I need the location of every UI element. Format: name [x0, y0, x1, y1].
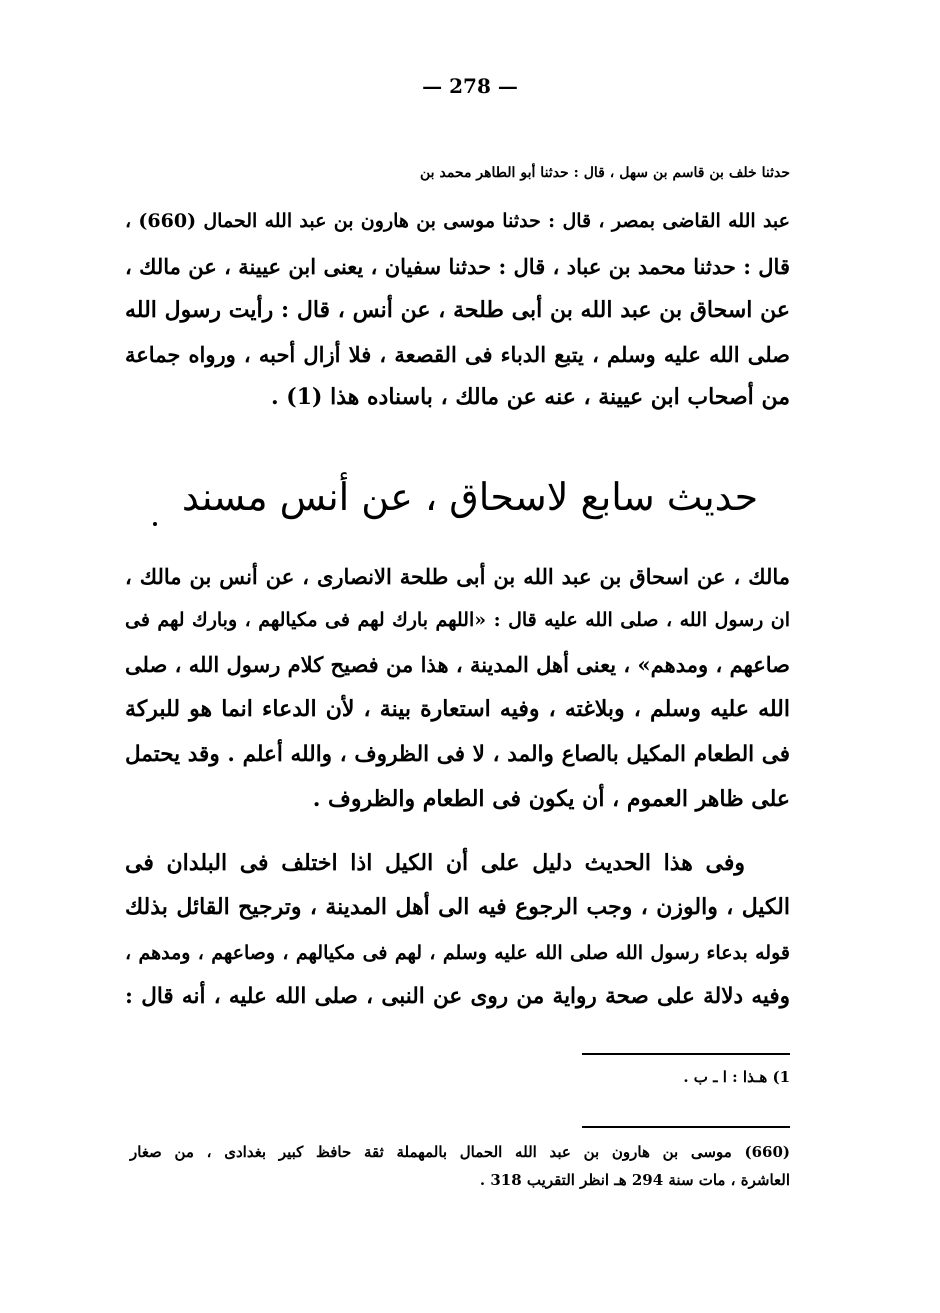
footnote-line: العاشرة ، مات سنة 294 هـ انظر التقريب 318 . — [479, 1171, 790, 1189]
print-speck — [153, 522, 157, 526]
footnote-variant: 1) هـذا : ا ـ ب . — [683, 1068, 790, 1086]
text-line: من أصحاب ابن عيينة ، عنه عن مالك ، باسناده هذا (1) . — [270, 384, 790, 410]
text-line: وفى هذا الحديث دليل على أن الكيل اذا اختلف فى البلدان فى — [125, 850, 745, 876]
section-heading: حديث سابع لاسحاق ، عن أنس مسند — [181, 475, 759, 519]
text-line: وفيه دلالة على صحة رواية من روى عن النبى ، صلى الله عليه ، أنه قال : — [125, 984, 790, 1009]
text-line: على ظاهر العموم ، أن يكون فى الطعام والظروف . — [312, 786, 790, 812]
text-line: فى الطعام المكيل بالصاع والمد ، لا فى الظروف ، والله أعلم . وقد يحتمل — [125, 742, 790, 767]
text-line: ان رسول الله ، صلى الله عليه قال : «اللهم بارك لهم فى مكيالهم ، وبارك لهم فى — [125, 609, 790, 631]
text-line: حدثنا خلف بن قاسم بن سهل ، قال : حدثنا أبو الطاهر محمد بن — [420, 165, 790, 181]
footnote-rule-2 — [582, 1126, 790, 1128]
text-line: عن اسحاق بن عبد الله بن أبى طلحة ، عن أنس ، قال : رأيت رسول الله — [125, 297, 790, 323]
text-line: الله عليه وسلم ، وبلاغته ، وفيه استعارة بينة ، لأن الدعاء انما هو للبركة — [125, 696, 790, 722]
footnote-rule — [582, 1053, 790, 1055]
text-line: الكيل ، والوزن ، وجب الرجوع فيه الى أهل المدينة ، وترجيح القائل بذلك — [125, 894, 790, 920]
text-line: صاعهم ، ومدهم» ، يعنى أهل المدينة ، هذا من فصيح كلام رسول الله ، صلى — [125, 652, 790, 677]
text-line: قوله بدعاء رسول الله صلى الله عليه وسلم ، لهم فى مكيالهم ، وصاعهم ، ومدهم ، — [125, 942, 790, 964]
text-line: عبد الله القاضى بمصر ، قال : حدثنا موسى بن هارون بن عبد الله الحمال (660) ، — [125, 210, 790, 232]
text-line: صلى الله عليه وسلم ، يتبع الدباء فى القصعة ، فلا أزال أحبه ، ورواه جماعة — [125, 342, 790, 367]
text-line: مالك ، عن اسحاق بن عبد الله بن أبى طلحة الانصارى ، عن أنس بن مالك ، — [125, 564, 790, 589]
page-number: — 278 — — [422, 74, 518, 98]
footnote-line: (660) موسى بن هارون بن عبد الله الحمال بالمهملة ثقة حافظ كبير بغدادى ، من صغار — [130, 1143, 790, 1161]
text-line: قال : حدثنا محمد بن عباد ، قال : حدثنا سفيان ، يعنى ابن عيينة ، عن مالك ، — [125, 254, 790, 279]
